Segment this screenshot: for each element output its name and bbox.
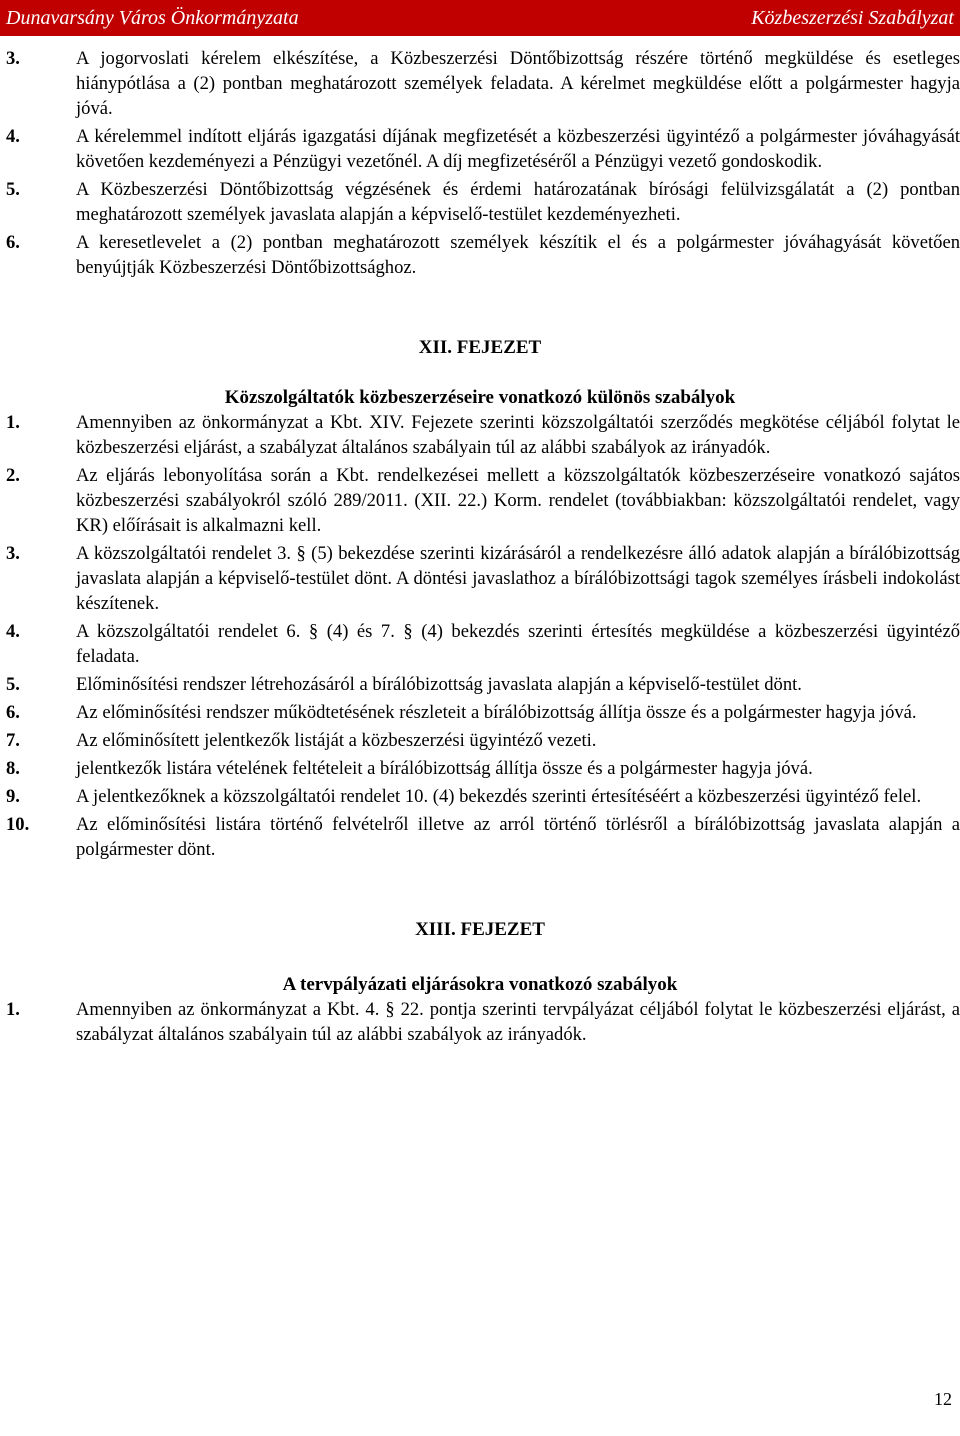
list-item — [0, 177, 960, 227]
item-text: Az előminősítési listára történő felvételről illetve az arról történő törlésről a bírálóbizottság javaslata alapján a polgármester dönt. — [76, 814, 960, 860]
chapter-subtitle: A tervpályázati eljárásokra vonatkozó szabályok — [282, 974, 678, 995]
item-text: A jelentkezőknek a közszolgáltatói rendelet 10. (4) bekezdés szerinti értesítéséért a közbeszerzési ügyintéző felel. — [76, 786, 922, 807]
chapter-13-list — [0, 997, 960, 1047]
item-text: A keresetlevelet a (2) pontban meghatározott személyek készítik el és a polgármester jóváhagyását követően benyújtják Közbeszerzési Döntőbizottsághoz. — [76, 232, 960, 278]
list-item — [0, 410, 960, 460]
list-item — [0, 756, 960, 781]
item-text: Előminősítési rendszer létrehozásáról a bírálóbizottság javaslata alapján a képviselő-testület dönt. — [76, 674, 802, 695]
list-item — [0, 700, 960, 725]
item-text: Amennyiben az önkormányzat a Kbt. 4. § 22. pontja szerinti tervpályázat céljából folytat le közbeszerzési eljárást, a szabályzat általános szabályain túl az alábbi szabályok az irányadók. — [76, 999, 960, 1045]
list-item — [0, 619, 960, 669]
item-text: A kérelemmel indított eljárás igazgatási díjának megfizetését a közbeszerzési ügyintéző a polgármester jóváhagyását követően kezdeményezi a Pénzügyi vezetőnél. A díj megfizetéséről a Pénzügyi vezető gondoskodik. — [76, 126, 960, 172]
item-number: 6. — [6, 232, 20, 253]
item-text: A jogorvoslati kérelem elkészítése, a Közbeszerzési Döntőbizottság részére történő megküldése és esetleges hiánypótlása a (2) pontban meghatározott személyek feladata. A kérelmet megküldése előtt a polgármester hagyja jóvá. — [76, 48, 960, 119]
list-item — [0, 46, 960, 121]
item-text: Az eljárás lebonyolítása során a Kbt. rendelkezései mellett a közszolgáltatók közbeszerzéseire vonatkozó sajátos közbeszerzési szabályokról szóló 289/2011. (XII. 22.) Korm. rendelet (továbbiakban: közszolgáltatói rendelet, vagy KR) előírásait is alkalmazni kell. — [76, 465, 960, 536]
item-number: 4. — [6, 126, 20, 147]
header-document-title: Közbeszerzési Szabályzat — [751, 7, 954, 29]
item-number: 3. — [6, 543, 20, 564]
chapter-subtitle: Közszolgáltatók közbeszerzéseire vonatkozó különös szabályok — [224, 387, 736, 408]
item-number: 10. — [6, 814, 30, 835]
chapter-heading: XIII. FEJEZET — [415, 919, 545, 940]
item-text: Az előminősítési rendszer működtetésének részleteit a bírálóbizottság állítja össze és a polgármester hagyja jóvá. — [76, 702, 917, 723]
list-item — [0, 728, 960, 753]
list-item — [0, 124, 960, 174]
item-text: Az előminősített jelentkezők listáját a közbeszerzési ügyintéző vezeti. — [76, 730, 597, 751]
item-text: A közszolgáltatói rendelet 6. § (4) és 7. § (4) bekezdés szerinti értesítés megküldése a közbeszerzési ügyintéző feladata. — [76, 621, 960, 667]
list-item — [0, 784, 960, 809]
header-organization: Dunavarsány Város Önkormányzata — [6, 7, 299, 29]
list-item — [0, 672, 960, 697]
chapter-heading: XII. FEJEZET — [418, 337, 542, 358]
item-number: 5. — [6, 179, 20, 200]
item-number: 9. — [6, 786, 20, 807]
chapter-12-list — [0, 410, 960, 862]
item-number: 8. — [6, 758, 20, 779]
list-item — [0, 541, 960, 616]
list-item — [0, 230, 960, 280]
item-number: 3. — [6, 48, 20, 69]
item-text: A közszolgáltatói rendelet 3. § (5) bekezdése szerinti kizárásáról a rendelkezésre álló adatok alapján a bírálóbizottság javaslata alapján a képviselő-testület dönt. A döntési javaslathoz a bírálóbizottsági tagok személyes írásbeli indokolást készítenek. — [76, 543, 960, 614]
document-body — [0, 46, 960, 1047]
item-number: 1. — [6, 412, 20, 433]
item-number: 1. — [6, 999, 20, 1020]
item-number: 5. — [6, 674, 20, 695]
list-item — [0, 463, 960, 538]
list-item — [0, 812, 960, 862]
item-text: Amennyiben az önkormányzat a Kbt. XIV. Fejezete szerinti közszolgáltatói szerződés megkötése céljából folytat le közbeszerzési eljárást, a szabályzat általános szabályain túl az alábbi szabályok az irányadók. — [76, 412, 960, 458]
item-text: A Közbeszerzési Döntőbizottság végzésének és érdemi határozatának bírósági felülvizsgálatát a (2) pontban meghatározott személyek javaslata alapján a képviselő-testület kezdeményezheti. — [76, 179, 960, 225]
list-item — [0, 997, 960, 1047]
section-previous — [0, 46, 960, 280]
page-number: 12 — [934, 1389, 952, 1409]
page-header — [0, 0, 960, 36]
item-text: jelentkezők listára vételének feltételeit a bírálóbizottság állítja össze és a polgármester hagyja jóvá. — [76, 758, 813, 779]
item-number: 6. — [6, 702, 20, 723]
item-number: 2. — [6, 465, 20, 486]
item-number: 7. — [6, 730, 20, 751]
item-number: 4. — [6, 621, 20, 642]
